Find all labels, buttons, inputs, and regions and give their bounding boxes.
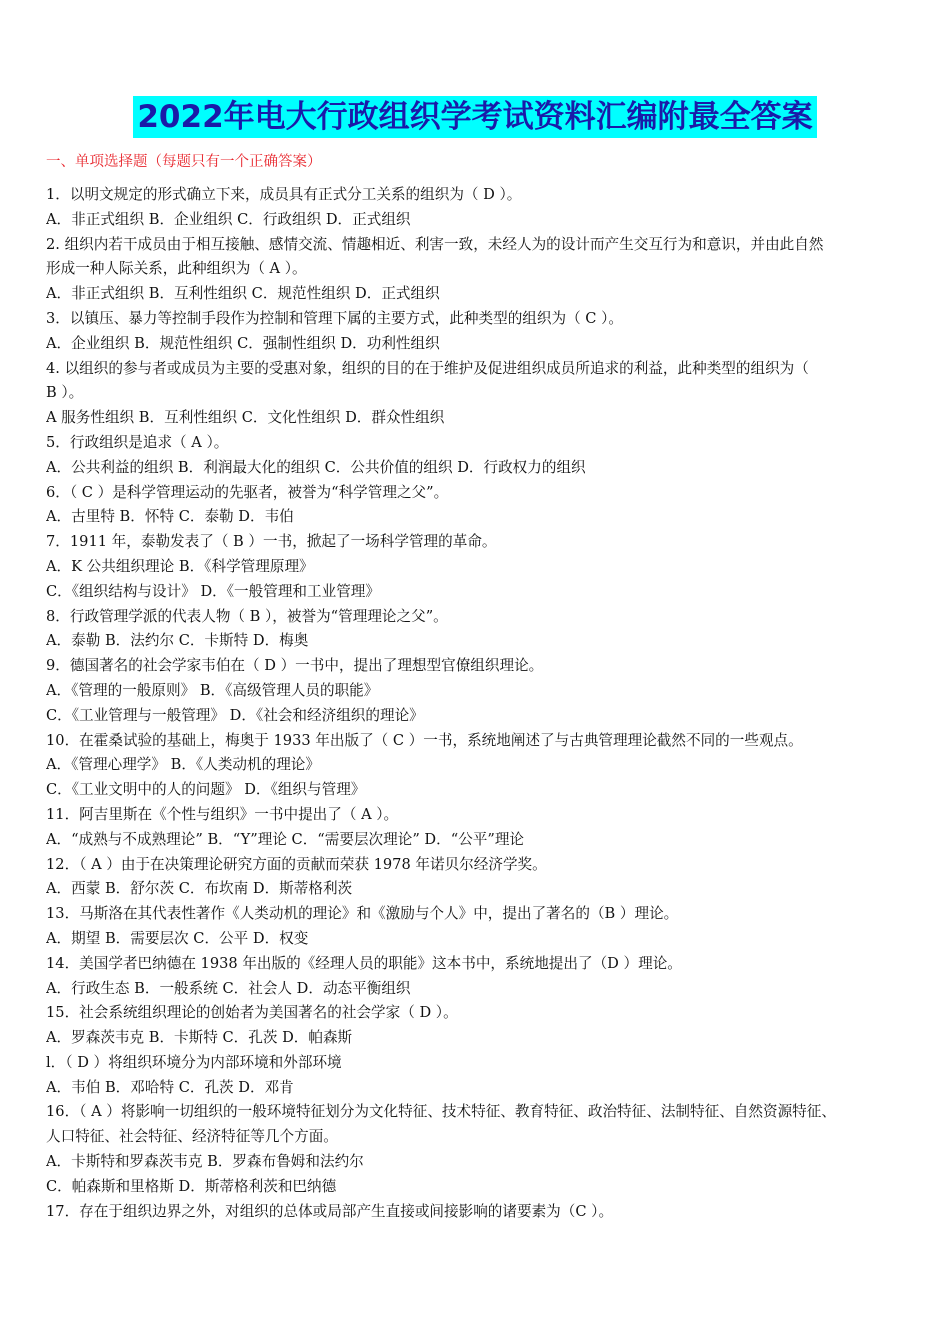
text-line: A．K 公共组织理论 B．《科学管理原理》 <box>46 557 314 575</box>
text-line: 11．阿吉里斯在《个性与组织》一书中提出了（ A ）。 <box>46 805 399 823</box>
text-line: A．《管理心理学》 B．《人类动机的理论》 <box>46 756 320 774</box>
text-line: 6．（ C ）是科学管理运动的先驱者，被誉为“科学管理之父”。 <box>46 483 449 501</box>
text-line: C．《组织结构与设计》 D．《一般管理和工业管理》 <box>46 582 380 600</box>
text-line: A．企业组织 B．规范性组织 C．强制性组织 D．功利性组织 <box>46 334 440 352</box>
text-line: A．非正式组织 B．互利性组织 C．规范性组织 D．正式组织 <box>46 285 440 303</box>
text-line: A 服务性组织 B．互利性组织 C．文化性组织 D．群众性组织 <box>46 409 445 427</box>
title-container <box>0 96 950 138</box>
text-line: 人口特征、社会特征、经济特征等几个方面。 <box>46 1128 338 1146</box>
text-line: A．“成熟与不成熟理论” B．“Y”理论 C．“需要层次理论” D．“公平”理论 <box>46 830 525 848</box>
question-list <box>46 183 908 1224</box>
text-line: 13．马斯洛在其代表性著作《人类动机的理论》和《激励与个人》中，提出了著名的（B ）理论。 <box>46 905 679 923</box>
text-line: A．泰勒 B．法约尔 C．卡斯特 D．梅奥 <box>46 632 309 650</box>
text-line: 8．行政管理学派的代表人物（ B ），被誉为“管理理论之父”。 <box>46 607 448 625</box>
text-line: 12．（ A ）由于在决策理论研究方面的贡献而荣获 1978 年诺贝尔经济学奖。 <box>46 855 547 873</box>
text-line: A．公共利益的组织 B．利润最大化的组织 C．公共价值的组织 D．行政权力的组织 <box>46 458 586 476</box>
text-line: 16．（ A ）将影响一切组织的一般环境特征划分为文化特征、技术特征、教育特征、政治特征、法制特征、自然资源特征、 <box>46 1103 836 1121</box>
text-line: A．西蒙 B．舒尔茨 C．布坎南 D．斯蒂格利茨 <box>46 880 353 898</box>
text-line: 4. 以组织的参与者或成员为主要的受惠对象，组织的目的在于维护及促进组织成员所追求的利益，此种类型的组织为（ <box>46 359 809 377</box>
text-line: A．行政生态 B．一般系统 C．社会人 D．动态平衡组织 <box>46 979 411 997</box>
text-line: 7．1911 年，泰勒发表了（ B ）一书，掀起了一场科学管理的革命。 <box>46 533 497 551</box>
section-heading: 一、单项选择题（每题只有一个正确答案） <box>46 154 322 170</box>
text-line: 2. 组织内若干成员由于相互接触、感情交流、情趣相近、利害一致，未经人为的设计而产生交互行为和意识，并由此自然 <box>46 235 824 253</box>
text-line: A．《管理的一般原则》 B．《高级管理人员的职能》 <box>46 681 379 699</box>
text-line: 5．行政组织是追求（ A ）。 <box>46 433 229 451</box>
document-title: 2022年电大行政组织学考试资料汇编附最全答案 <box>133 96 816 138</box>
text-line: A．罗森茨韦克 B．卡斯特 C．孔茨 D．帕森斯 <box>46 1029 353 1047</box>
text-line: 形成一种人际关系，此种组织为（ A ）。 <box>46 260 307 278</box>
text-line: A．韦伯 B．邓哈特 C．孔茨 D．邓肯 <box>46 1078 294 1096</box>
text-line: 10．在霍桑试验的基础上，梅奥于 1933 年出版了（ C ）一书，系统地阐述了与古典管理理论截然不同的一些观点。 <box>46 731 803 749</box>
text-line: 1．以明文规定的形式确立下来，成员具有正式分工关系的组织为（ D ）。 <box>46 186 522 203</box>
text-line: A．卡斯特和罗森茨韦克 B．罗森布鲁姆和法约尔 <box>46 1153 364 1171</box>
text-line: 9．德国著名的社会学家韦伯在（ D ）一书中，提出了理想型官僚组织理论。 <box>46 657 544 675</box>
text-line: A．非正式组织 B．企业组织 C．行政组织 D．正式组织 <box>46 210 411 228</box>
text-line: C．《工业文明中的人的问题》 D．《组织与管理》 <box>46 781 366 799</box>
text-line: C．帕森斯和里格斯 D．斯蒂格利茨和巴纳德 <box>46 1177 337 1195</box>
text-line: 17．存在于组织边界之外，对组织的总体或局部产生直接或间接影响的诸要素为（C ）。 <box>46 1202 614 1220</box>
text-line: B ）。 <box>46 384 84 402</box>
text-line: 3．以镇压、暴力等控制手段作为控制和管理下属的主要方式，此种类型的组织为（ C ）。 <box>46 309 623 327</box>
text-line: A．期望 B．需要层次 C．公平 D．权变 <box>46 929 309 947</box>
text-line: C．《工业管理与一般管理》 D．《社会和经济组织的理论》 <box>46 706 424 724</box>
text-line: 14．美国学者巴纳德在 1938 年出版的《经理人员的职能》这本书中，系统地提出了（D ）理论。 <box>46 954 682 972</box>
text-line: A．古里特 B．怀特 C．泰勒 D．韦伯 <box>46 508 294 526</box>
text-line: l．（ D ）将组织环境分为内部环境和外部环境 <box>46 1053 342 1071</box>
text-line: 15．社会系统组织理论的创始者为美国著名的社会学家（ D ）。 <box>46 1004 458 1022</box>
